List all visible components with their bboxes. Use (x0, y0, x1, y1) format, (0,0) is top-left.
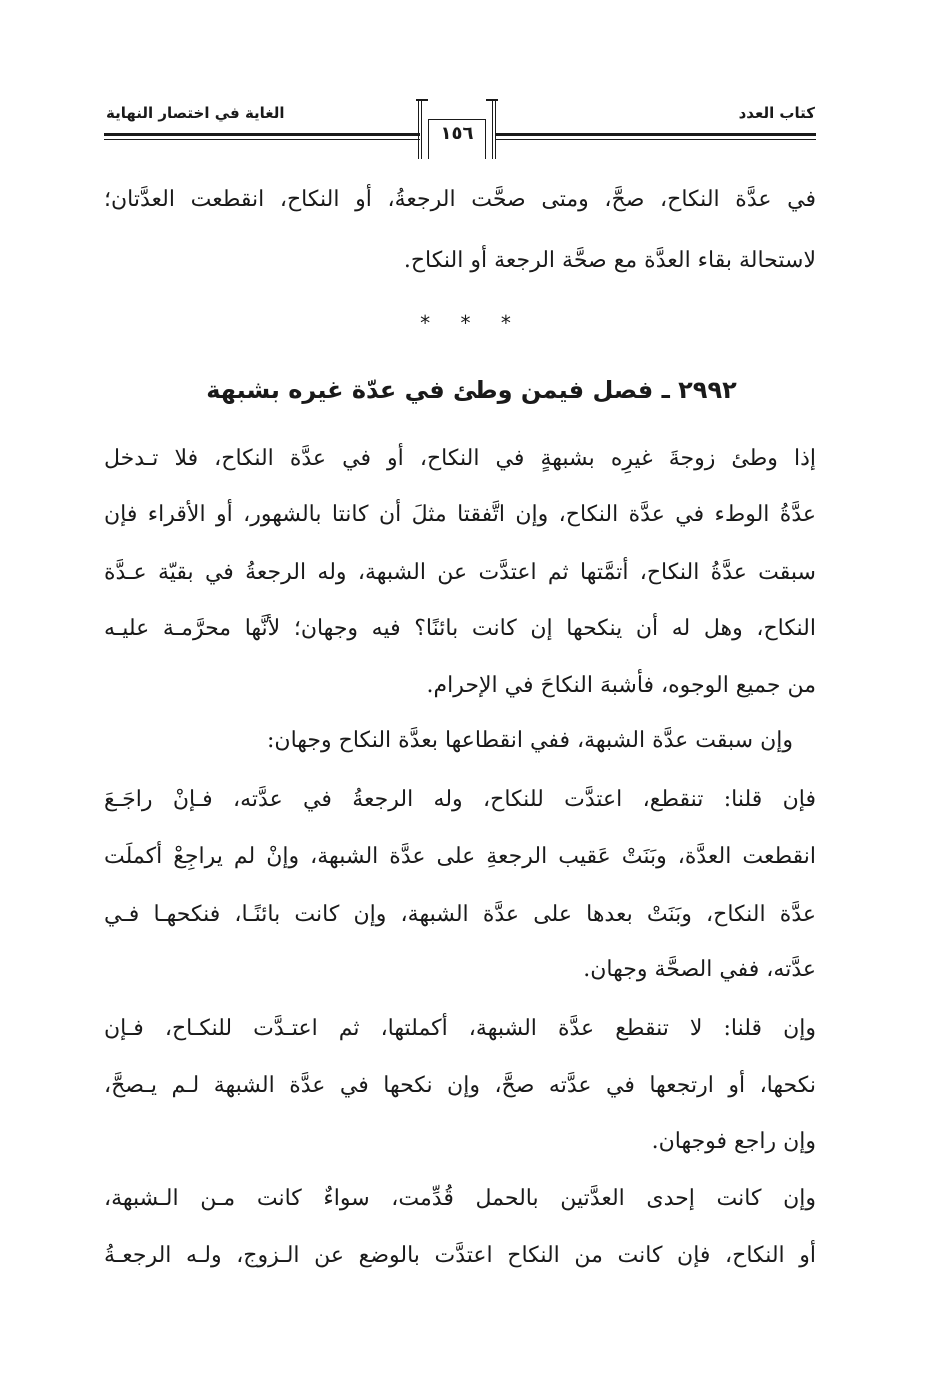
text-line: عدَّةُ الوطء في عدَّة النكاح، وإن اتَّفقتا مثلَ أن كانتا بالشهور، أو الأقراء فإن (104, 502, 816, 527)
text-line: عدَّة النكاح، وبَنَتْ بعدها على عدَّة الشبهة، وإن كانت بائنًـا، فنكحهـا فـي (104, 902, 816, 927)
section-heading: ٢٩٩٢ ـ فصل فيمن وطئ في عدّة غيره بشبهة (206, 376, 737, 404)
section-separator: * * * (420, 311, 523, 335)
text-line: في عدَّة النكاح، صحَّ، ومتى صحَّت الرجعةُ، أو النكاح، انقطعت العدَّتان؛ (104, 187, 816, 212)
text-line: سبقت عدَّةُ النكاح، أتمَّتها ثم اعتدَّت عن الشبهة، وله الرجعةُ في بقيّة عـدَّة (104, 560, 816, 585)
text-line: عدَّته، ففي الصحَّة وجهان. (583, 957, 816, 982)
text-line: وإن كانت إحدى العدَّتين بالحمل قُدِّمت، سواءٌ كانت مـن الـشبهة، (104, 1186, 816, 1211)
text-line: لاستحالة بقاء العدَّة مع صحَّة الرجعة أو النكاح. (403, 248, 816, 273)
text-line: نكحها، أو ارتجعها في عدَّته صحَّ، وإن نكحها في عدَّة الشبهة لـم يـصحَّ، (104, 1073, 816, 1098)
header-rule (104, 133, 420, 136)
text-line: وإن سبقت عدَّة الشبهة، ففي انقطاعها بعدَّة النكاح وجهان: (267, 728, 793, 753)
text-line: أو النكاح، فإن كانت من النكاح اعتدَّت بالوضع عن الـزوج، ولـه الرجعـةُ (104, 1243, 816, 1268)
text-line: وإن راجع فوجهان. (651, 1129, 816, 1154)
header-rule (104, 139, 420, 140)
chapter-title: كتاب العدد (738, 104, 815, 122)
text-line: فإن قلنا: تنقطع، اعتدَّت للنكاح، وله الرجعةُ في عدَّته، فـإنْ راجَـعَ (104, 787, 816, 812)
text-line: إذا وطئ زوجةَ غيرِه بشبهةٍ في النكاح، أو في عدَّة النكاح، فلا تـدخل (104, 446, 816, 471)
header-rule (496, 133, 816, 136)
header-rule (496, 139, 816, 140)
text-line: انقطعت العدَّة، وبَنَتْ عَقيب الرجعةِ على عدَّة الشبهة، وإنْ لم يراجِعْ أكملَت (104, 844, 816, 869)
book-title: الغاية في اختصار النهاية (106, 104, 285, 122)
text-line: من جميع الوجوه، فأشبهَ النكاحَ في الإحرام. (426, 673, 816, 698)
text-line: وإن قلنا: لا تنقطع عدَّة الشبهة، أكملتها، ثم اعتـدَّت للنكـاح، فـإن (104, 1016, 816, 1041)
page-number-frame (418, 101, 496, 159)
text-line: النكاح، وهل له أن ينكحها إن كانت بائنًا؟ فيه وجهان؛ لأنَّها محرَّمـة عليـه (104, 616, 816, 641)
page-number: ١٥٦ (440, 123, 474, 144)
